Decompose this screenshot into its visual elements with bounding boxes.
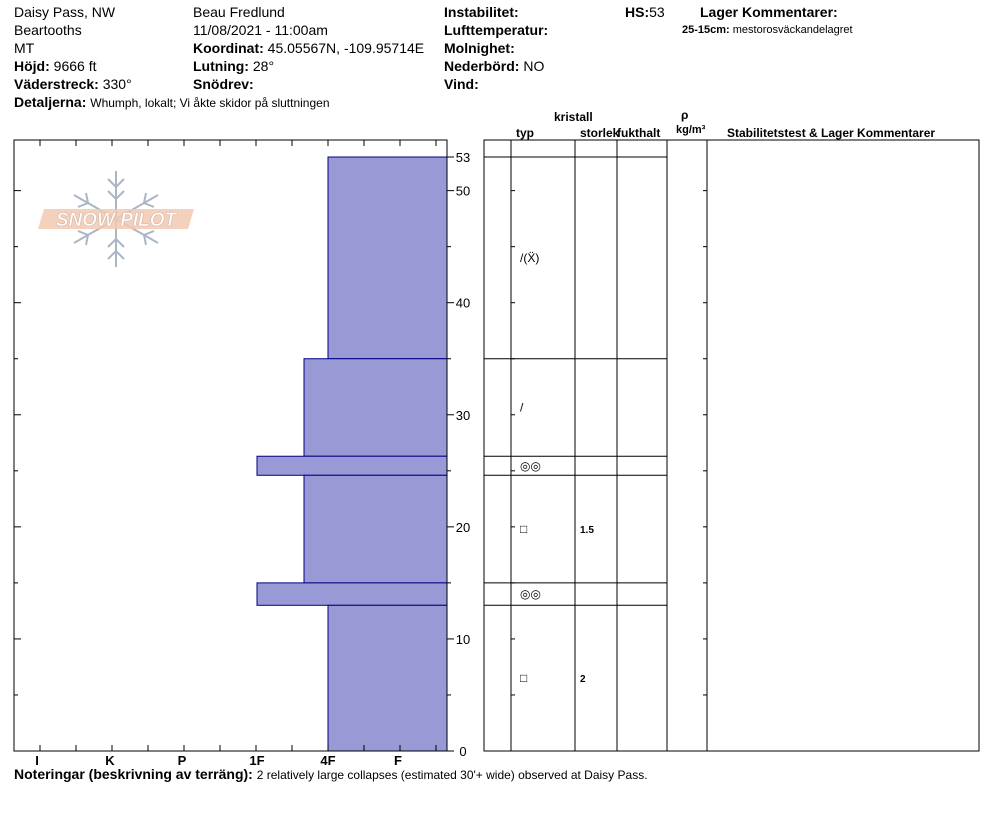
layer-comment-text: mestorosväckandelagret <box>732 24 853 36</box>
snowpilot-logo <box>38 171 194 267</box>
precip-label: Nederbörd: <box>444 58 520 74</box>
hardness-bar-5 <box>257 583 447 605</box>
hardness-bar-6 <box>328 605 447 751</box>
col-header-kristall: kristall <box>554 110 593 124</box>
footer-text: 2 relatively large collapses (estimated 30'+ wide) observed at Daisy Pass. <box>256 768 648 782</box>
xtick-label-K: K <box>105 753 115 768</box>
ytick-label-0: 0 <box>459 744 467 759</box>
mountain-range: Beartooths <box>14 22 82 38</box>
hardness-bar-4 <box>304 475 447 583</box>
grain-type-5: ◎◎ <box>520 587 541 602</box>
hs-value: 53 <box>649 4 665 20</box>
layer-comments-title: Lager Kommentarer: <box>700 4 838 20</box>
xtick-label-I: I <box>35 753 39 768</box>
xtick-label-1F: 1F <box>249 753 265 768</box>
col-header-fukthalt: fukthalt <box>617 126 661 140</box>
grain-type-6: □ <box>520 671 528 686</box>
wind-label: Vind: <box>444 76 479 92</box>
instability-label: Instabilitet: <box>444 4 519 20</box>
slope-value: 28° <box>252 58 275 74</box>
col-header-stability: Stabilitetstest & Lager Kommentarer <box>727 126 936 140</box>
coord-value: 45.05567N, -109.95714E <box>267 40 425 56</box>
elevation-value: 9666 ft <box>53 58 97 74</box>
ytick-label-20: 20 <box>455 519 471 535</box>
details-value: Whumph, lokalt; Vi åkte skidor på sluttningen <box>90 96 330 110</box>
col-header-rho: ρ <box>681 108 689 122</box>
hs-label: HS: <box>625 4 650 20</box>
aspect-value: 330° <box>102 76 132 92</box>
grain-size-6: 2 <box>580 674 586 686</box>
elevation-label: Höjd: <box>14 58 50 74</box>
ytick-label-53: 53 <box>455 150 471 165</box>
cloud-label: Molnighet: <box>444 40 515 56</box>
layer-table-frame <box>484 140 979 751</box>
xtick-label-P: P <box>177 753 187 768</box>
grain-type-2: / <box>520 400 524 415</box>
hardness-bar-2 <box>304 359 447 457</box>
datetime: 11/08/2021 - 11:00am <box>193 22 328 38</box>
footer-notes <box>14 766 648 782</box>
location-name: Daisy Pass, NW <box>14 4 116 20</box>
ytick-label-10: 10 <box>455 631 471 647</box>
slope-label: Lutning: <box>193 58 249 74</box>
state: MT <box>14 40 35 56</box>
col-header-typ: typ <box>516 126 534 140</box>
layer-comment-range: 25-15cm: <box>682 24 730 36</box>
drift-label: Snödrev: <box>193 76 254 92</box>
coord-label: Koordinat: <box>193 40 264 56</box>
aspect-label: Väderstreck: <box>14 76 99 92</box>
ytick-label-30: 30 <box>455 407 471 423</box>
xtick-label-4F: 4F <box>320 753 336 768</box>
logo-text: SNOW PILOT <box>55 210 177 231</box>
ytick-label-40: 40 <box>455 295 471 311</box>
grain-type-4: □ <box>520 522 528 537</box>
col-header-storlek: storlek <box>580 126 620 140</box>
observer: Beau Fredlund <box>193 4 285 20</box>
ytick-label-50: 50 <box>455 183 471 199</box>
xtick-label-F: F <box>394 753 402 768</box>
grain-type-1: /(Ẍ) <box>520 250 540 265</box>
hardness-bar-3 <box>257 456 447 475</box>
grain-size-4: 1.5 <box>580 525 594 537</box>
precip-value: NO <box>523 58 545 74</box>
grain-type-3: ◎◎ <box>520 458 541 473</box>
airtemp-label: Lufttemperatur: <box>444 22 549 38</box>
details-label: Detaljerna: <box>14 94 87 110</box>
col-header-density-unit: kg/m³ <box>676 124 706 136</box>
hardness-bar-1 <box>328 157 447 359</box>
footer-label: Noteringar (beskrivning av terräng): <box>14 766 253 782</box>
